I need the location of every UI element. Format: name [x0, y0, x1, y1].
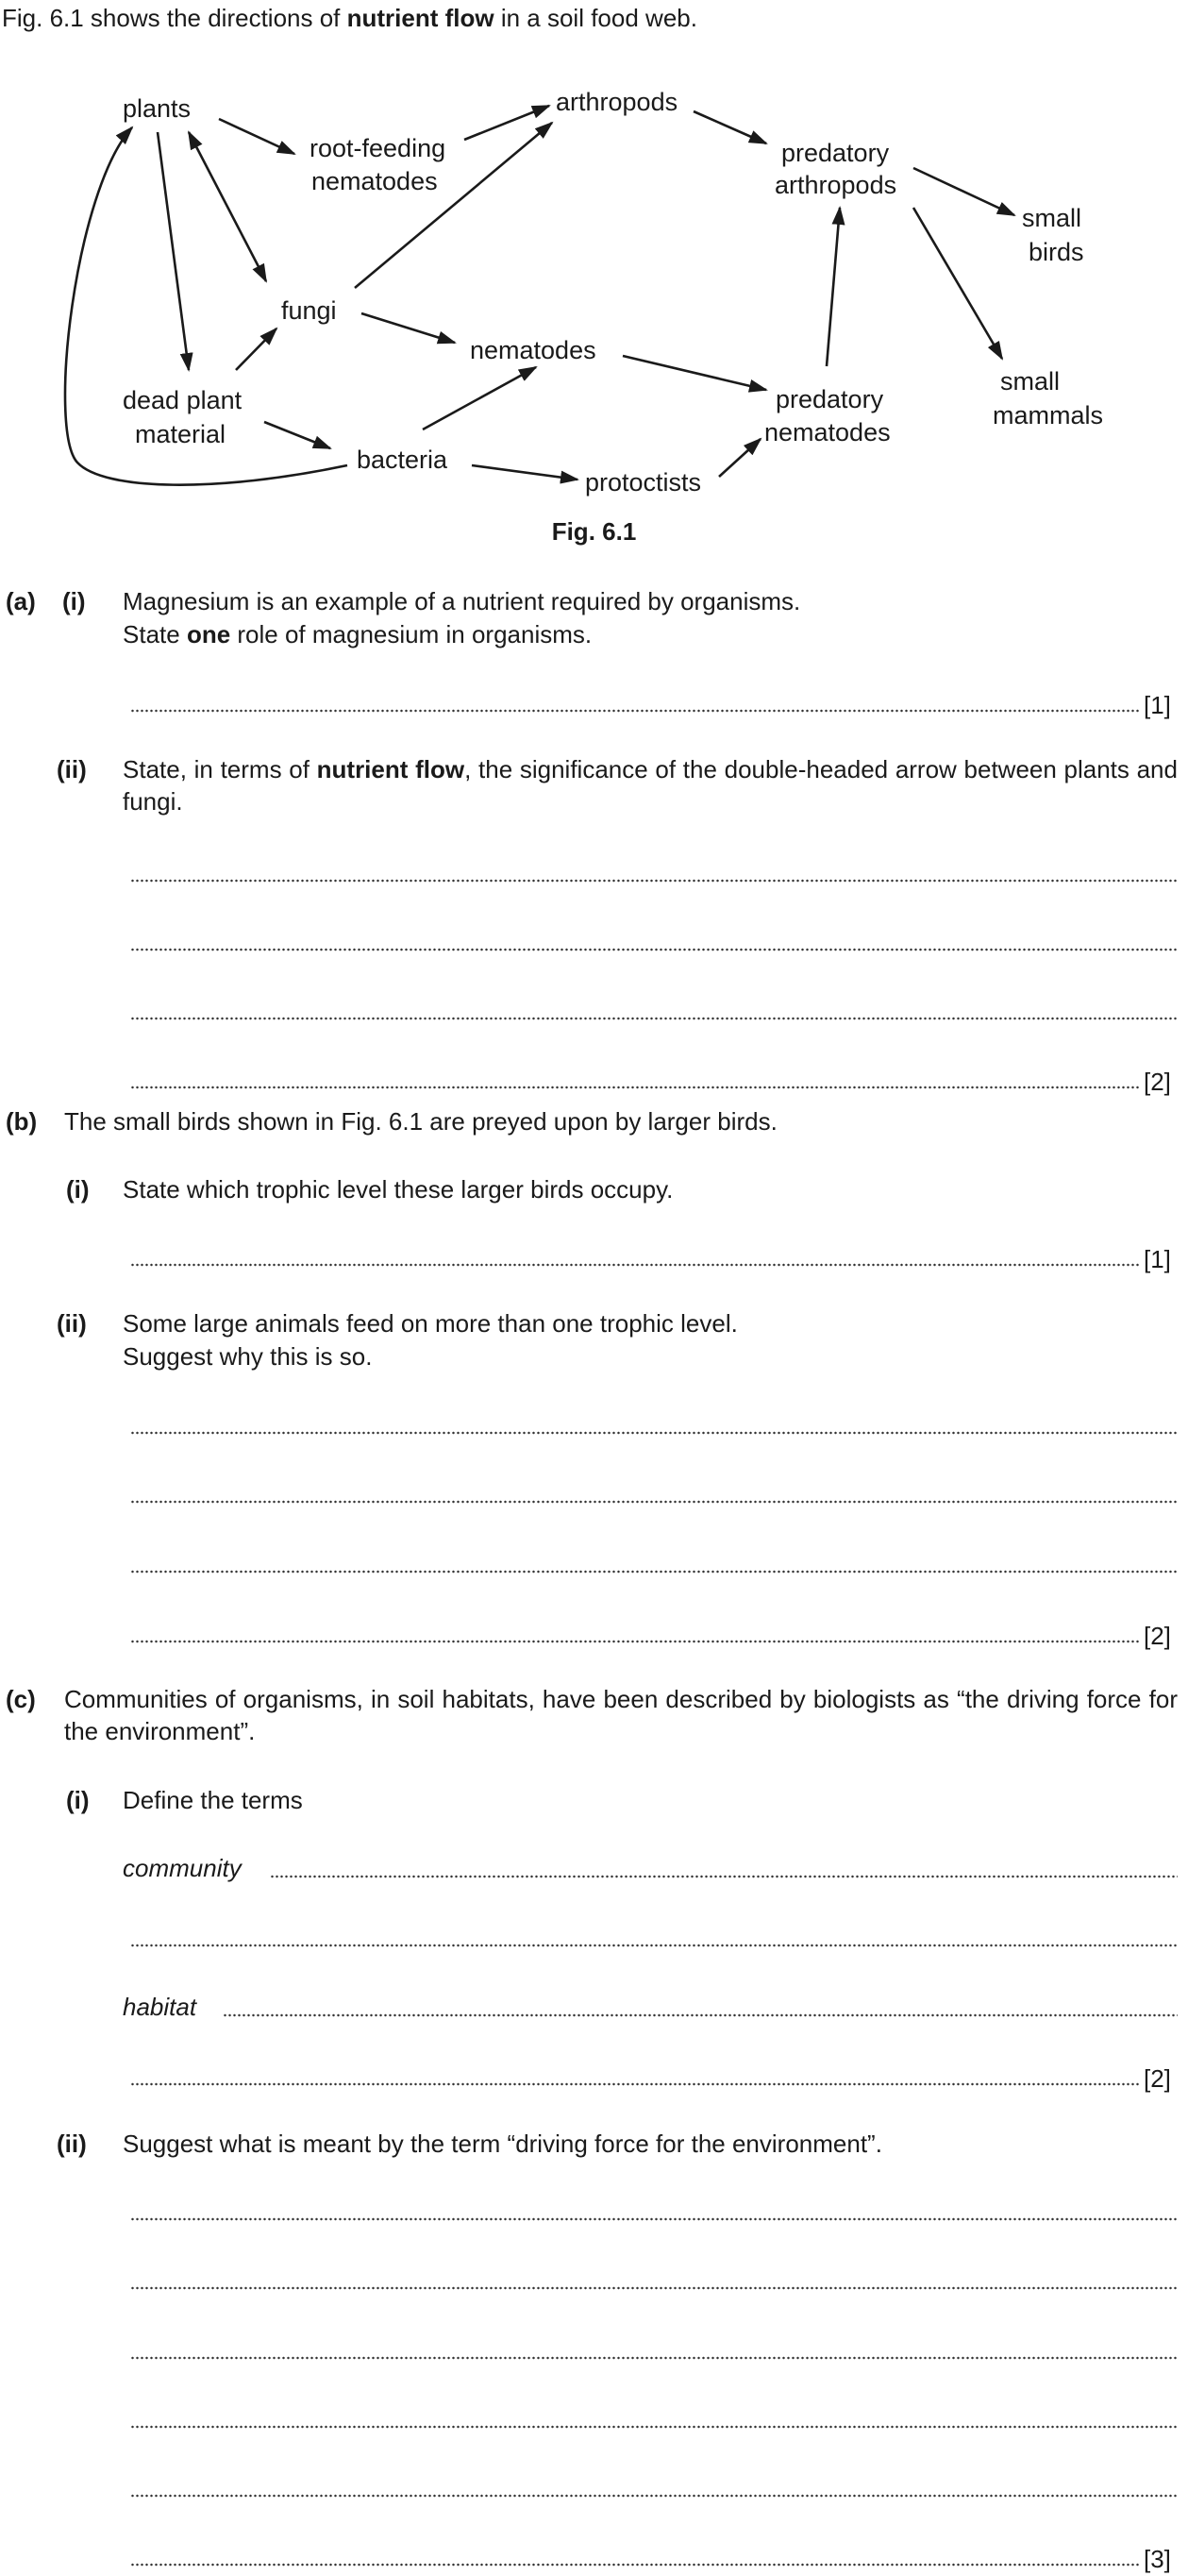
answer-line-c-ii-5[interactable] — [130, 2479, 1178, 2498]
node-predatory-arthropods-line2: arthropods — [775, 171, 897, 199]
node-bacteria: bacteria — [357, 446, 448, 474]
arrow-arthropods-predatory-arthropods — [694, 111, 766, 143]
node-small-mammals-line2: mammals — [993, 401, 1104, 429]
node-root-feeding-line1: root-feeding — [310, 134, 446, 162]
label-a-ii: (ii) — [57, 755, 87, 783]
question-b-i-text: State which trophic level these larger birds occupy. — [123, 1175, 674, 1204]
mark-b-i: [1] — [1144, 1245, 1171, 1273]
answer-line-b-ii-2[interactable] — [130, 1485, 1178, 1504]
node-nematodes: nematodes — [470, 336, 596, 364]
answer-line-habitat-2[interactable] — [130, 2067, 1140, 2086]
mark-a-ii: [2] — [1144, 1068, 1171, 1096]
question-a-i-line2-start: State — [123, 620, 187, 648]
label-b-ii: (ii) — [57, 1309, 87, 1338]
question-b-ii-line1: Some large animals feed on more than one trophic level. — [123, 1309, 738, 1338]
food-web-diagram — [0, 66, 1188, 510]
node-protoctists: protoctists — [585, 468, 702, 497]
question-b-text: The small birds shown in Fig. 6.1 are preyed upon by larger birds. — [64, 1107, 778, 1136]
answer-line-b-ii-3[interactable] — [130, 1555, 1178, 1574]
question-a-i-line1: Magnesium is an example of a nutrient required by organisms. — [123, 587, 801, 615]
answer-line-a-ii-2[interactable] — [130, 933, 1178, 951]
arrow-fungi-nematodes — [361, 313, 455, 343]
arrow-pred-arthropods-small-mammals — [913, 208, 1002, 359]
question-c-text: Communities of organisms, in soil habitats, have been described by biologists as “the driving force for the environment”. — [64, 1685, 1178, 1745]
node-small-birds-line2: birds — [1029, 238, 1084, 266]
answer-line-b-ii-4[interactable] — [130, 1625, 1140, 1643]
arrow-plants-fungi-double — [189, 132, 266, 281]
arrow-nematodes-pred-nematodes — [623, 356, 766, 390]
question-b-ii-line2: Suggest why this is so. — [123, 1342, 373, 1371]
node-plants: plants — [123, 94, 192, 123]
arrow-bacteria-protoctists — [472, 465, 577, 480]
answer-line-c-ii-6[interactable] — [130, 2548, 1140, 2567]
answer-line-community-1[interactable] — [270, 1860, 1178, 1878]
label-c-i: (i) — [66, 1786, 90, 1814]
intro-text-start: Fig. 6.1 shows the directions of — [2, 4, 347, 32]
node-root-feeding-line2: nematodes — [311, 167, 438, 195]
label-b-i: (i) — [66, 1175, 90, 1204]
answer-line-a-ii-1[interactable] — [130, 864, 1178, 883]
arrow-plants-dead-plant — [158, 132, 189, 370]
question-a-ii-bold: nutrient flow — [316, 755, 465, 783]
question-a-ii-text — [123, 753, 1178, 817]
node-dead-plant-line2: material — [135, 420, 226, 448]
label-a: (a) — [6, 587, 36, 615]
node-predatory-arthropods-line1: predatory — [781, 139, 890, 167]
node-predatory-nematodes-line1: predatory — [776, 385, 884, 413]
arrow-plants-root-feeding — [219, 119, 294, 154]
node-small-mammals-line1: small — [1000, 367, 1061, 396]
question-a-ii-end: , the significance of the double-headed arrow between plants and fungi. — [123, 755, 1178, 816]
node-fungi: fungi — [281, 296, 337, 325]
arrow-dead-plant-bacteria — [264, 422, 330, 448]
arrow-pred-nematodes-pred-arthropods — [827, 208, 840, 366]
arrow-protoctists-pred-nematodes — [719, 439, 761, 477]
label-a-i: (i) — [62, 587, 86, 615]
intro-text-end: in a soil food web. — [494, 4, 697, 32]
node-arthropods: arthropods — [556, 88, 678, 116]
question-a-ii-start: State, in terms of — [123, 755, 317, 783]
question-c-ii-text: Suggest what is meant by the term “driving force for the environment”. — [123, 2130, 882, 2158]
mark-a-i: [1] — [1144, 691, 1171, 719]
answer-line-c-ii-2[interactable] — [130, 2271, 1178, 2290]
node-dead-plant-line1: dead plant — [123, 386, 243, 414]
answer-line-c-ii-4[interactable] — [130, 2410, 1178, 2429]
answer-line-a-i[interactable] — [130, 694, 1140, 713]
node-predatory-nematodes-line2: nematodes — [764, 418, 891, 446]
label-c: (c) — [6, 1685, 36, 1713]
intro-text-bold: nutrient flow — [346, 4, 494, 32]
label-c-ii: (ii) — [57, 2130, 87, 2158]
mark-b-ii: [2] — [1144, 1622, 1171, 1650]
question-a-i-line2-bold: one — [186, 620, 231, 648]
answer-line-a-ii-3[interactable] — [130, 1002, 1178, 1020]
question-a-i-line2-end: role of magnesium in organisms. — [230, 620, 593, 648]
label-b: (b) — [6, 1107, 38, 1136]
answer-line-a-ii-4[interactable] — [130, 1070, 1140, 1089]
question-a-i-line2 — [123, 620, 592, 649]
node-small-birds-line1: small — [1022, 204, 1082, 232]
term-community: community — [123, 1854, 242, 1882]
intro-text — [2, 4, 697, 33]
mark-c-i: [2] — [1144, 2064, 1171, 2093]
figure-caption: Fig. 6.1 — [551, 517, 637, 546]
answer-line-b-i[interactable] — [130, 1248, 1140, 1267]
answer-line-c-ii-3[interactable] — [130, 2341, 1178, 2360]
answer-line-habitat-1[interactable] — [223, 1998, 1178, 2017]
arrow-bacteria-nematodes — [423, 367, 536, 429]
arrow-dead-plant-fungi — [236, 328, 276, 370]
question-c-i-text: Define the terms — [123, 1786, 303, 1814]
term-habitat: habitat — [123, 1993, 197, 2021]
arrow-pred-arthropods-small-birds — [913, 168, 1014, 215]
answer-line-community-2[interactable] — [130, 1928, 1178, 1947]
answer-line-c-ii-1[interactable] — [130, 2202, 1178, 2221]
mark-c-ii: [3] — [1144, 2545, 1171, 2573]
answer-line-b-ii-1[interactable] — [130, 1416, 1178, 1435]
